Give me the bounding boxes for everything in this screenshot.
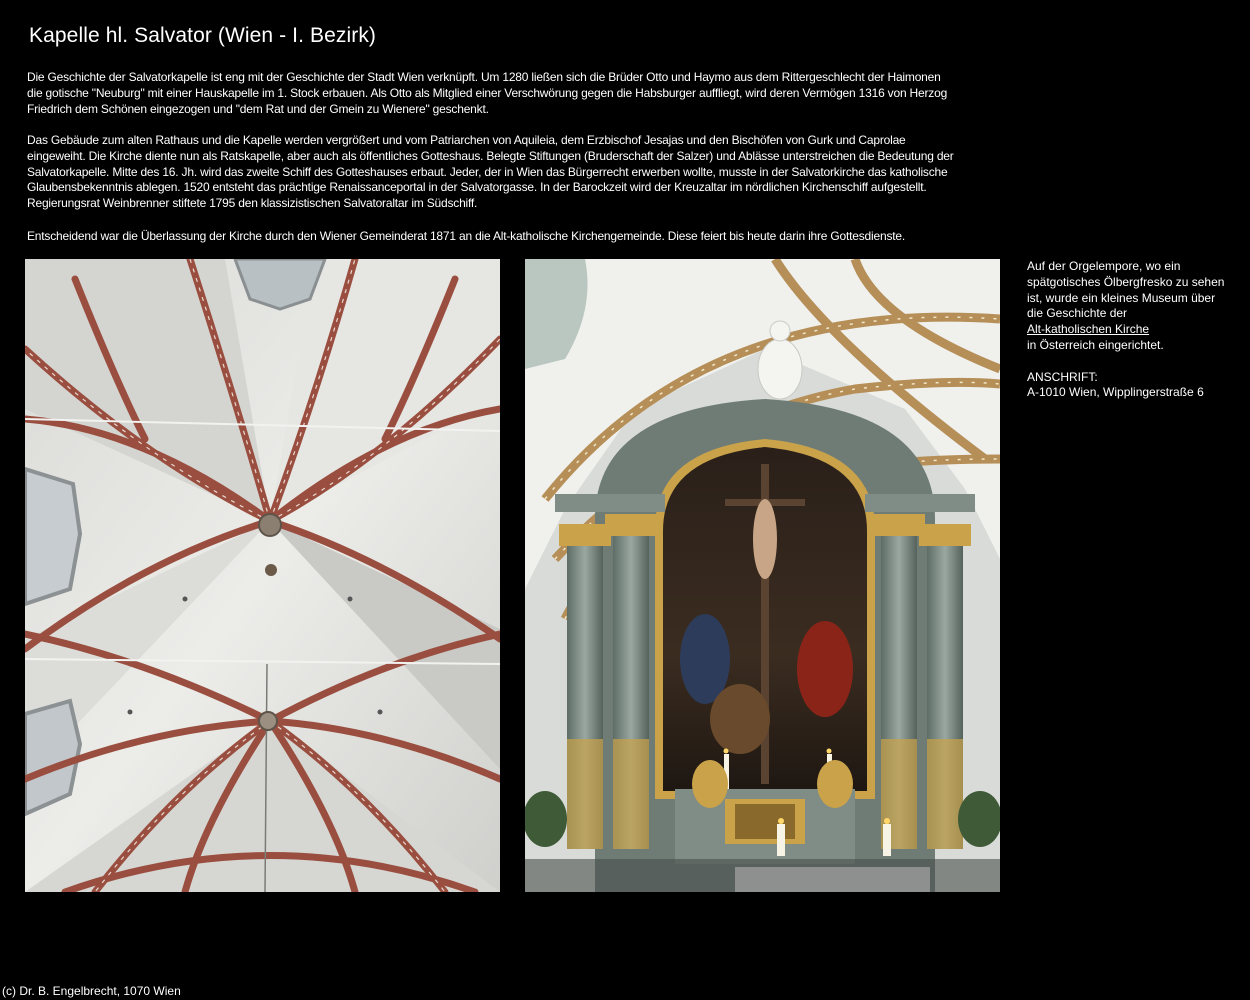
sidebar-info — [1027, 259, 1227, 401]
alt-katholische-kirche-link[interactable]: Alt-katholischen Kirche — [1027, 322, 1150, 337]
intro-paragraph-community: Entscheidend war die Überlassung der Kirche durch den Wiener Gemeinderat 1871 an die Alt-katholische Kirchengemeinde. Diese feiert bis heute darin ihre Gottesdienste. — [27, 229, 905, 243]
altar-photo[interactable] — [525, 259, 1000, 892]
museum-text-intro: Auf der Orgelempore, wo ein spätgotisches Ölbergfresko zu sehen ist, wurde ein kleines Museum über die Geschichte der — [1027, 259, 1225, 321]
vault-ceiling-photo[interactable] — [25, 259, 500, 892]
intro-paragraph-history: Die Geschichte der Salvatorkapelle ist eng mit der Geschichte der Stadt Wien verknüpft. Um 1280 ließen sich die Brüder Otto und Haymo aus dem Rittergeschlecht der Haimonen die gotische "Neuburg" mit einer Hauskapelle im 1. Stock erbauen. Als Otto als Mitglied einer Verschwörung gegen die Habsburger auffliegt, wird deren Vermögen 1316 von Herzog Friedrich dem Schönen eingezogen und "dem Rat und der Gmein zu Wienere" geschenkt. — [27, 70, 948, 116]
footer-copyright: (c) Dr. B. Engelbrecht, 1070 Wien — [2, 984, 181, 998]
address-heading: ANSCHRIFT: — [1027, 369, 1098, 384]
address-text: A-1010 Wien, Wipplingerstraße 6 — [1027, 385, 1204, 400]
intro-paragraph-building: Das Gebäude zum alten Rathaus und die Kapelle werden vergrößert und vom Patriarchen von Aquileia, dem Erzbischof Jesajas und den Bischöfen von Gurk und Caprolae eingeweiht. Die Kirche diente nun als Ratskapelle, aber auch als öffentliches Gotteshaus. Belegte Stiftungen (Bruderschaft der Salzer) und Ablässe unterstreichen die Bedeutung der Salvatorkapelle. Mitte des 16. Jh. wird das zweite Schiff des Gotteshauses erbaut. Jeder, der in Wien das Bürgerrecht erwerben wollte, musste in der Salvatorkirche das katholische Glaubensbekenntnis ablegen. 1520 entsteht das prächtige Renaissanceportal in der Salvatorgasse. In der Barockzeit wird der Kreuzaltar im nördlichen Kirchenschiff aufgestellt. Regierungsrat Weinbrenner stiftete 1795 den klassizistischen Salvatoraltar im Südschiff. — [27, 133, 954, 211]
page-title: Kapelle hl. Salvator (Wien - I. Bezirk) — [29, 24, 377, 47]
museum-text — [1027, 259, 1227, 354]
museum-text-end: in Österreich eingerichtet. — [1027, 337, 1164, 352]
